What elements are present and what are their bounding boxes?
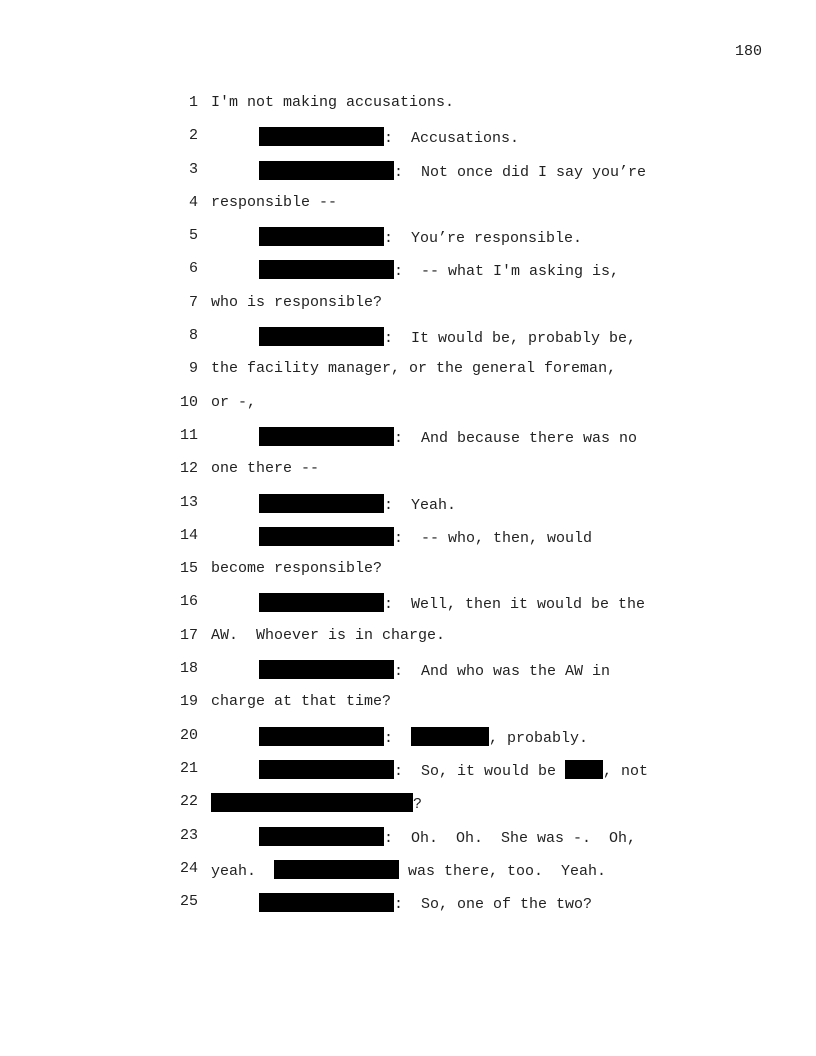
line-text [211, 327, 636, 348]
line-number: 6 [188, 260, 198, 278]
redacted-speaker-name [259, 494, 384, 513]
line-number: 15 [179, 560, 198, 578]
line-text [211, 593, 645, 614]
line-number: 1 [188, 94, 198, 111]
line-text: the facility manager, or the general foreman, [211, 360, 617, 378]
redacted-speaker-name [259, 660, 394, 679]
speech-text: : You’re responsible. [384, 230, 583, 248]
line-number: 14 [179, 526, 198, 544]
transcript-line [0, 627, 816, 660]
transcript-line [0, 127, 816, 160]
speech-text: : Not once did I say you’re [394, 163, 647, 181]
redacted-speaker-name [259, 593, 384, 612]
line-text [211, 893, 592, 914]
line-number: 4 [188, 193, 198, 211]
line-number: 25 [179, 893, 198, 911]
line-number: 3 [188, 160, 198, 178]
redacted-name [211, 793, 413, 812]
line-number: 20 [179, 726, 198, 744]
speech-text: : So, it would be [394, 762, 566, 780]
redacted-speaker-name [259, 260, 394, 279]
line-text: one there -- [211, 460, 320, 478]
redacted-speaker-name [259, 227, 384, 246]
line-number: 2 [188, 127, 198, 145]
line-number: 13 [179, 493, 198, 511]
line-number: 5 [188, 227, 198, 245]
speech-text: : Oh. Oh. She was -. Oh, [384, 829, 637, 847]
line-text: AW. Whoever is in charge. [211, 626, 446, 644]
line-text [211, 760, 648, 781]
line-text [211, 227, 582, 248]
line-number: 12 [179, 460, 198, 478]
redacted-speaker-name [259, 161, 394, 180]
speech-text: yeah. [211, 862, 275, 880]
speech-text: : It would be, probably be, [384, 330, 637, 348]
line-text: charge at that time? [211, 693, 392, 711]
speech-text: : Well, then it would be the [384, 596, 646, 614]
transcript-line [0, 260, 816, 293]
transcript-line [0, 194, 816, 227]
line-text: become responsible? [211, 560, 383, 578]
line-number: 23 [179, 826, 198, 844]
redacted-speaker-name [259, 427, 394, 446]
redacted-name [411, 727, 489, 746]
line-number: 10 [179, 393, 198, 411]
line-text: or -, [211, 393, 257, 411]
line-text [211, 793, 422, 814]
speech-text: : Accusations. [384, 130, 520, 148]
line-text [211, 494, 456, 515]
redacted-speaker-name [259, 327, 384, 346]
speech-text: was there, too. Yeah. [399, 862, 607, 880]
transcript-line [0, 360, 816, 393]
redacted-speaker-name [259, 893, 394, 912]
line-number: 18 [179, 660, 198, 678]
speech-text: : -- who, then, would [394, 529, 593, 547]
redacted-name [565, 760, 603, 779]
transcript-line [0, 760, 816, 793]
transcript-line [0, 427, 816, 460]
line-text [211, 161, 646, 182]
transcript-line [0, 460, 816, 493]
transcript-line [0, 94, 816, 127]
transcript-line [0, 161, 816, 194]
transcript-line [0, 893, 816, 926]
transcript-line [0, 827, 816, 860]
transcript-line [0, 860, 816, 893]
line-text [211, 727, 588, 748]
redacted-name [274, 860, 399, 879]
speech-text: , not [603, 762, 649, 780]
redacted-speaker-name [259, 827, 384, 846]
line-number: 17 [179, 626, 198, 644]
transcript-line [0, 527, 816, 560]
transcript-line [0, 660, 816, 693]
transcript-line [0, 394, 816, 427]
transcript-line [0, 793, 816, 826]
line-text [211, 427, 637, 448]
line-text: who is responsible? [211, 293, 383, 311]
speech-text: : So, one of the two? [394, 896, 593, 914]
line-number: 9 [188, 360, 198, 378]
transcript-body [0, 94, 816, 926]
line-number: 22 [179, 793, 198, 811]
line-text: responsible -- [211, 193, 338, 211]
speech-text: : Yeah. [384, 496, 457, 514]
line-text [211, 660, 610, 681]
transcript-line [0, 494, 816, 527]
line-text [211, 127, 519, 148]
speech-text: : And who was the AW in [394, 663, 611, 681]
redacted-speaker-name [259, 760, 394, 779]
line-text [211, 827, 636, 848]
line-number: 11 [179, 426, 198, 444]
redacted-speaker-name [259, 527, 394, 546]
line-text [211, 860, 606, 881]
line-text: I'm not making accusations. [211, 94, 455, 111]
line-number: 21 [179, 759, 198, 777]
line-number: 24 [179, 859, 198, 877]
line-text [211, 527, 592, 548]
transcript-line [0, 227, 816, 260]
transcript-line [0, 560, 816, 593]
redacted-speaker-name [259, 727, 384, 746]
line-number: 8 [188, 327, 198, 345]
redacted-speaker-name [259, 127, 384, 146]
page-number: 180 [734, 43, 762, 60]
line-text [211, 260, 619, 281]
line-number: 7 [188, 293, 198, 311]
line-number: 16 [179, 593, 198, 611]
speech-text: : And because there was no [394, 429, 638, 447]
transcript-line [0, 327, 816, 360]
speech-text: : -- what I'm asking is, [394, 263, 620, 281]
transcript-line [0, 693, 816, 726]
transcript-line [0, 593, 816, 626]
transcript-line [0, 727, 816, 760]
speech-text: ? [413, 796, 423, 814]
line-number: 19 [179, 693, 198, 711]
transcript-line [0, 294, 816, 327]
speech-text: : [384, 729, 412, 747]
speech-text: , probably. [489, 729, 589, 747]
